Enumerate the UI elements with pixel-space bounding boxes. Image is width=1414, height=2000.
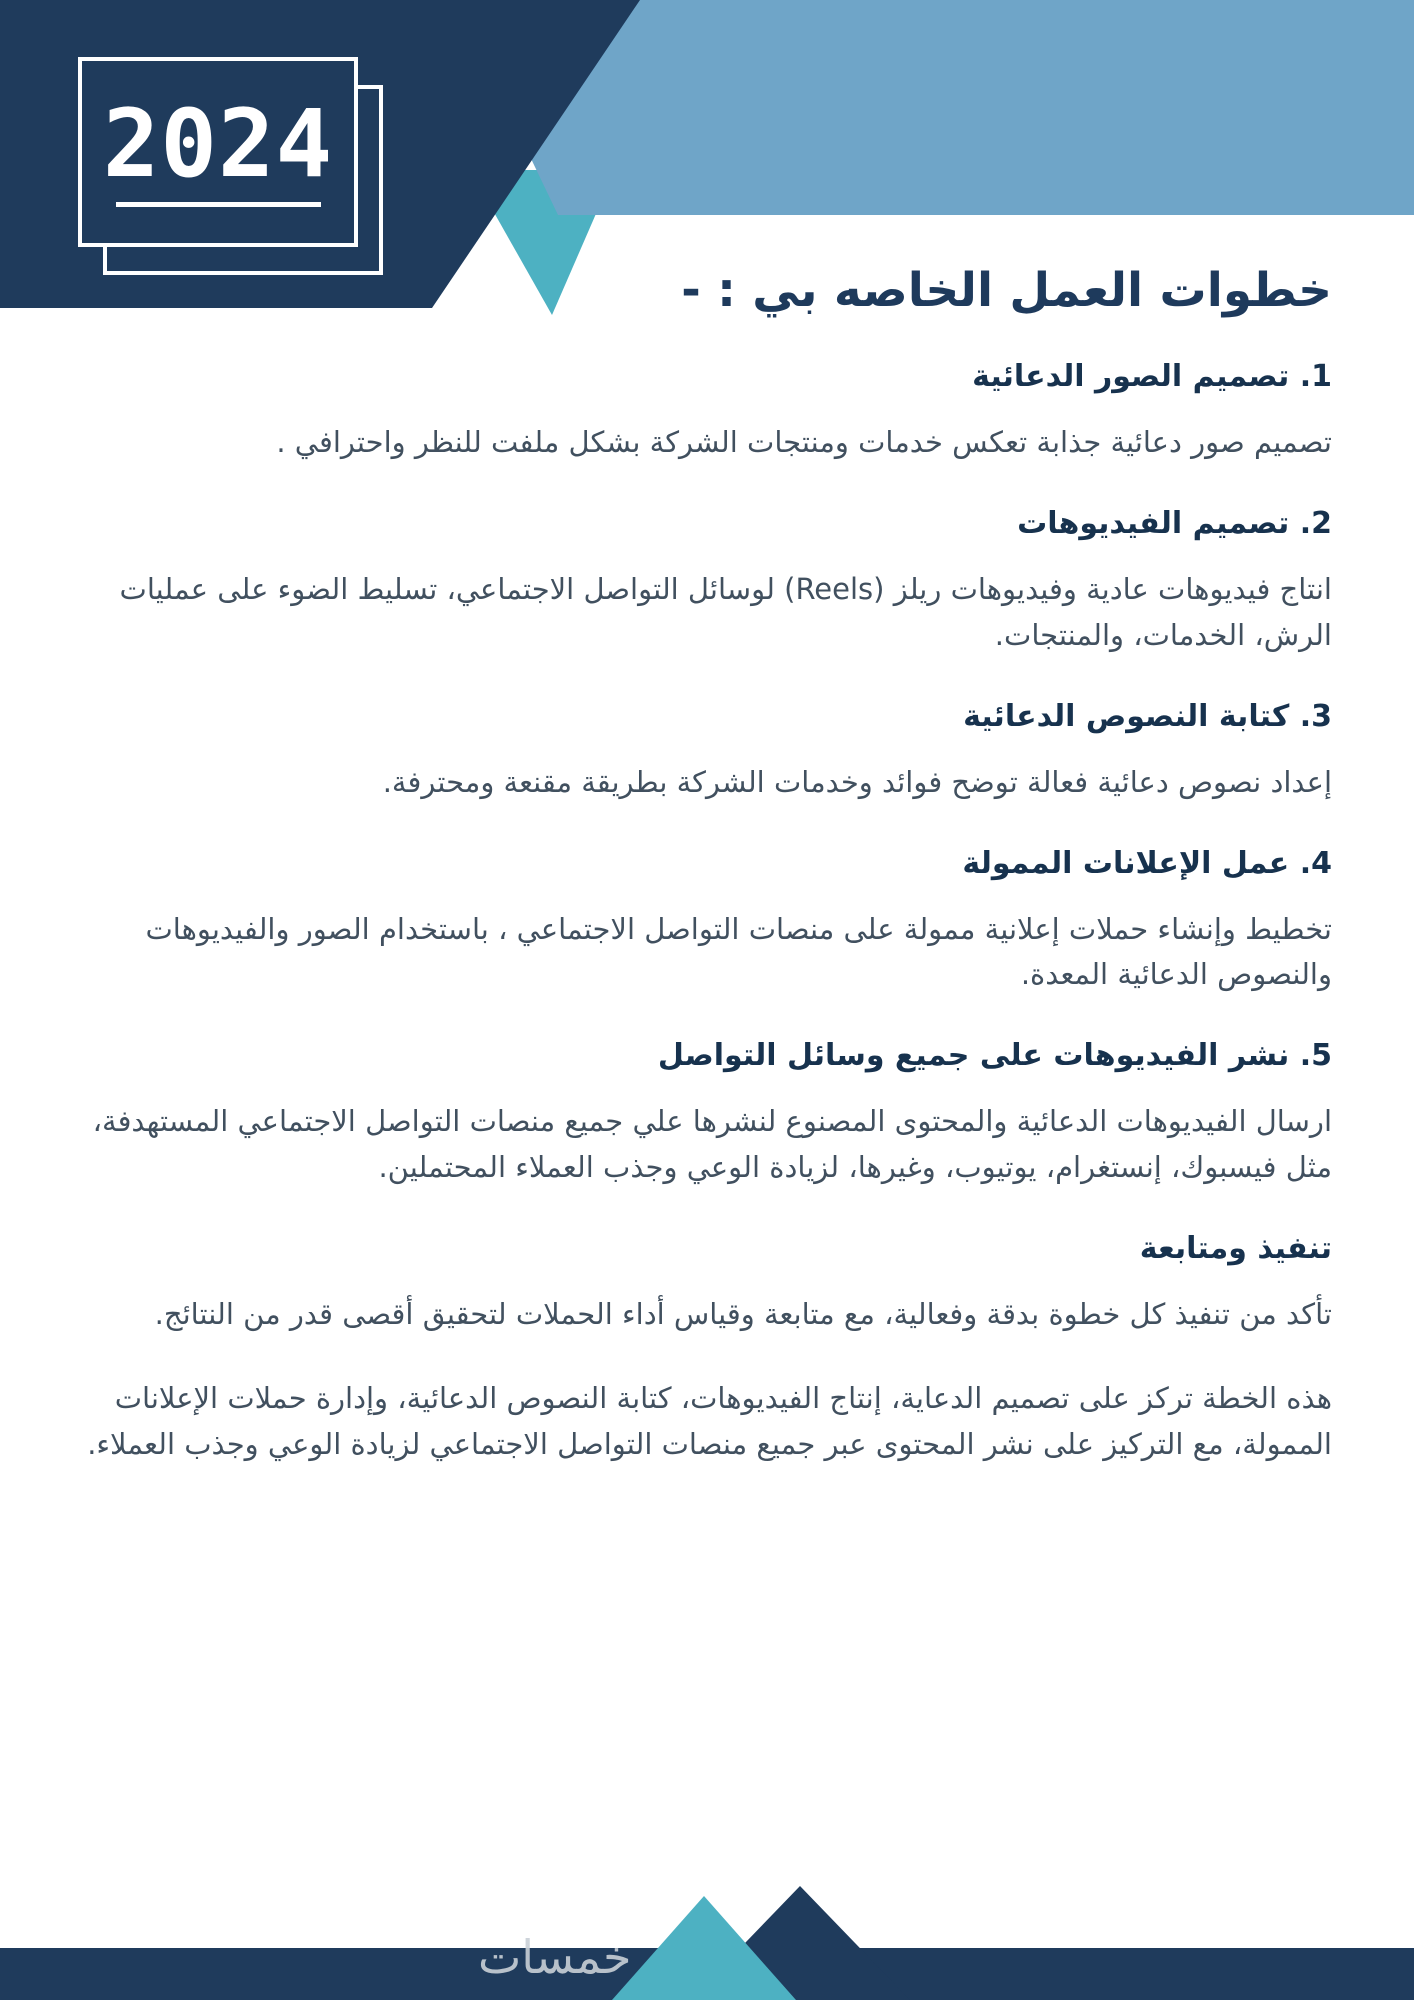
watermark-text: خمسات <box>478 1930 632 1984</box>
year-text: 2024 <box>102 89 334 199</box>
section-heading: 4. عمل الإعلانات الممولة <box>962 845 1332 881</box>
section-design-images <box>82 357 1332 466</box>
section-copywriting <box>82 697 1332 806</box>
section-body: إعداد نصوص دعائية فعالة توضح فوائد وخدمات الشركة بطريقة مقنعة ومحترفة. <box>382 764 1332 799</box>
section-body: ارسال الفيديوهات الدعائية والمحتوى المصنوع لنشرها علي جميع منصات التواصل الاجتماعي المستهدفة، مثل فيسبوك، إنستغرام، يوتيوب، وغيرها، لزيادة الوعي وجذب العملاء المحتملين. <box>92 1104 1332 1185</box>
page-title: خطوات العمل الخاصه بي : - <box>681 263 1332 318</box>
section-body: تأكد من تنفيذ كل خطوة بدقة وفعالية، مع متابعة وقياس أداء الحملات لتحقيق أقصى قدر من النتائج. <box>154 1296 1332 1331</box>
section-body: انتاج فيديوهات عادية وفيديوهات ريلز (Reels) لوسائل التواصل الاجتماعي، تسليط الضوء على عمليات الرش، الخدمات، والمنتجات. <box>119 572 1332 653</box>
section-heading: 5. نشر الفيديوهات على جميع وسائل التواصل <box>657 1038 1332 1074</box>
footer-decoration <box>0 1840 1414 2000</box>
closing-paragraph: هذه الخطة تركز على تصميم الدعاية، إنتاج الفيديوهات، كتابة النصوص الدعائية، وإدارة حملات الإعلانات الممولة، مع التركيز على نشر المحتوى عبر جميع منصات التواصل الاجتماعي لزيادة الوعي وجذب العملاء. <box>87 1380 1332 1461</box>
section-paid-ads <box>82 844 1332 999</box>
section-execution-followup <box>82 1229 1332 1338</box>
section-heading: 3. كتابة النصوص الدعائية <box>963 698 1332 734</box>
section-design-videos <box>82 504 1332 659</box>
section-heading: تنفيذ ومتابعة <box>1139 1230 1332 1266</box>
section-heading: 2. تصميم الفيديوهات <box>1017 506 1332 542</box>
section-body: تصميم صور دعائية جذابة تعكس خدمات ومنتجات الشركة بشكل ملفت للنظر واحترافي . <box>276 425 1332 460</box>
section-heading: 1. تصميم الصور الدعائية <box>972 359 1332 395</box>
section-publishing <box>82 1036 1332 1191</box>
section-body: تخطيط وإنشاء حملات إعلانية ممولة على منصات التواصل الاجتماعي ، باستخدام الصور والفيديوهات والنصوص الدعائية المعدة. <box>145 911 1332 992</box>
